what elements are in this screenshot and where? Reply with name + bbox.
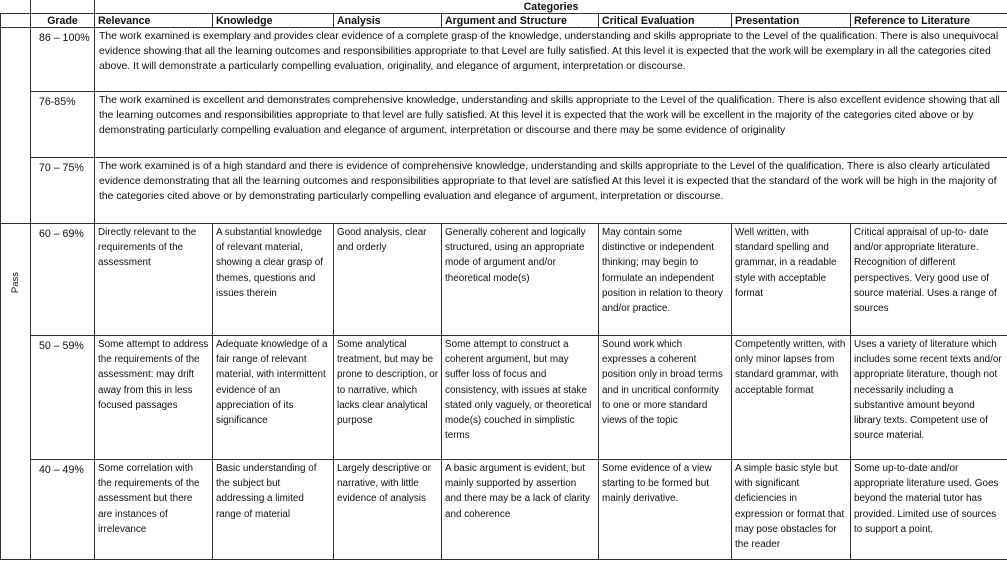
argument-structure-cell: Generally coherent and logically structured, using an appropriate mode of argument and/or theoretical mode(s) [442,224,599,336]
band-description: The work examined is excellent and demonstrates comprehensive knowledge, understanding and skills appropriate to the Level of the qualification. There is also excellent evidence showing that all the learning outcomes and responsibilities appropriate to that level are fully satisfied. At this level it is expected that the work will be excellent in the majority of the categories cited above or by demonstrating particularly compelling evaluation and elegance of argument, interpretation or discourse and there may be some evidence of originality [95,92,1007,158]
presentation-cell: Competently written, with only minor lapses from standard grammar, with acceptable format [732,336,851,460]
presentation-cell: Well written, with standard spelling and grammar, in a readable style with acceptable format [732,224,851,336]
grade-cell: 40 – 49% [31,460,95,560]
band-row-50-59 [1,336,1007,460]
knowledge-cell: A substantial knowledge of relevant material, showing a clear grasp of themes, questions and issues therein [213,224,334,336]
critical-evaluation-cell: May contain some distinctive or independent thinking; may begin to formulate an independent position in relation to theory and/or practice. [599,224,732,336]
reference-literature-cell: Critical appraisal of up-to- date and/or appropriate literature. Recognition of different perspectives. Very good use of source material. Uses a range of sources [851,224,1007,336]
side-cell [1,92,31,158]
band-row-76-85 [1,92,1007,158]
relevance-cell: Some attempt to address the requirements of the assessment: may drift away from this in less focused passages [95,336,213,460]
knowledge-cell: Adequate knowledge of a fair range of relevant material, with intermittent evidence of an appreciation of its significance [213,336,334,460]
presentation-header: Presentation [732,14,851,28]
reference-literature-cell: Some up-to-date and/or appropriate literature used. Goes beyond the material tutor has provided. Limited use of sources to support a point. [851,460,1007,560]
band-row-70-75 [1,158,1007,224]
grade-cell: 86 – 100% [31,28,95,92]
categories-header-row [1,0,1007,14]
reference-literature-header: Reference to Literature [851,14,1007,28]
grade-header-spacer [31,0,95,14]
knowledge-cell: Basic understanding of the subject but addressing a limited range of material [213,460,334,560]
analysis-cell: Largely descriptive or narrative, with little evidence of analysis [334,460,442,560]
corner-cell [1,0,31,14]
grade-cell: 50 – 59% [31,336,95,460]
band-row-60-69 [1,224,1007,336]
relevance-cell: Directly relevant to the requirements of the assessment [95,224,213,336]
side-cell [1,28,31,92]
grade-cell: 76-85% [31,92,95,158]
relevance-cell: Some correlation with the requirements of the assessment but there are instances of irrelevance [95,460,213,560]
pass-side-cell [1,224,31,560]
column-header-row [1,14,1007,28]
critical-evaluation-header: Critical Evaluation [599,14,732,28]
relevance-header: Relevance [95,14,213,28]
grade-header: Grade [31,14,95,28]
argument-structure-header: Argument and Structure [442,14,599,28]
grade-cell: 60 – 69% [31,224,95,336]
critical-evaluation-cell: Some evidence of a view starting to be formed but mainly derivative. [599,460,732,560]
side-cell [1,158,31,224]
analysis-cell: Some analytical treatment, but may be prone to description, or to narrative, which lacks clear analytical purpose [334,336,442,460]
critical-evaluation-cell: Sound work which expresses a coherent position only in broad terms and in uncritical conformity to one or more standard views of the topic [599,336,732,460]
side-header-cell [1,14,31,28]
band-row-86-100 [1,28,1007,92]
reference-literature-cell: Uses a variety of literature which includes some recent texts and/or appropriate literature, though not necessarily including a substantive amount beyond library texts. Competent use of source material. [851,336,1007,460]
categories-header: Categories [95,0,1007,14]
band-description: The work examined is exemplary and provides clear evidence of a complete grasp of the knowledge, understanding and skills appropriate to the Level of the qualification. There is also unequivocal evidence showing that all the learning outcomes and responsibilities appropriate to that Level are fully satisfied. At this level it is expected that the work will be exemplary in all the categories cited above. It will demonstrate a particularly compelling evaluation, originality, and elegance of argument, interpretation or discourse. [95,28,1007,92]
pass-label: Pass [9,271,21,293]
argument-structure-cell: A basic argument is evident, but mainly supported by assertion and there may be a lack of clarity and coherence [442,460,599,560]
band-row-40-49 [1,460,1007,560]
argument-structure-cell: Some attempt to construct a coherent argument, but may suffer loss of focus and consistency, with issues at stake stated only vaguely, or theoretical mode(s) couched in simplistic terms [442,336,599,460]
analysis-cell: Good analysis, clear and orderly [334,224,442,336]
band-description: The work examined is of a high standard and there is evidence of comprehensive knowledge, understanding and skills appropriate to the Level of the qualification. There is also clearly articulated evidence demonstrating that all the learning outcomes and responsibilities appropriate to that level are satisfied At this level it is expected that the standard of the work will be high in the majority of the categories cited above or by demonstrating particularly compelling evaluation and elegance of argument, interpretation or discourse. [95,158,1007,224]
presentation-cell: A simple basic style but with significant deficiencies in expression or format that may pose obstacles for the reader [732,460,851,560]
knowledge-header: Knowledge [213,14,334,28]
grade-cell: 70 – 75% [31,158,95,224]
analysis-header: Analysis [334,14,442,28]
